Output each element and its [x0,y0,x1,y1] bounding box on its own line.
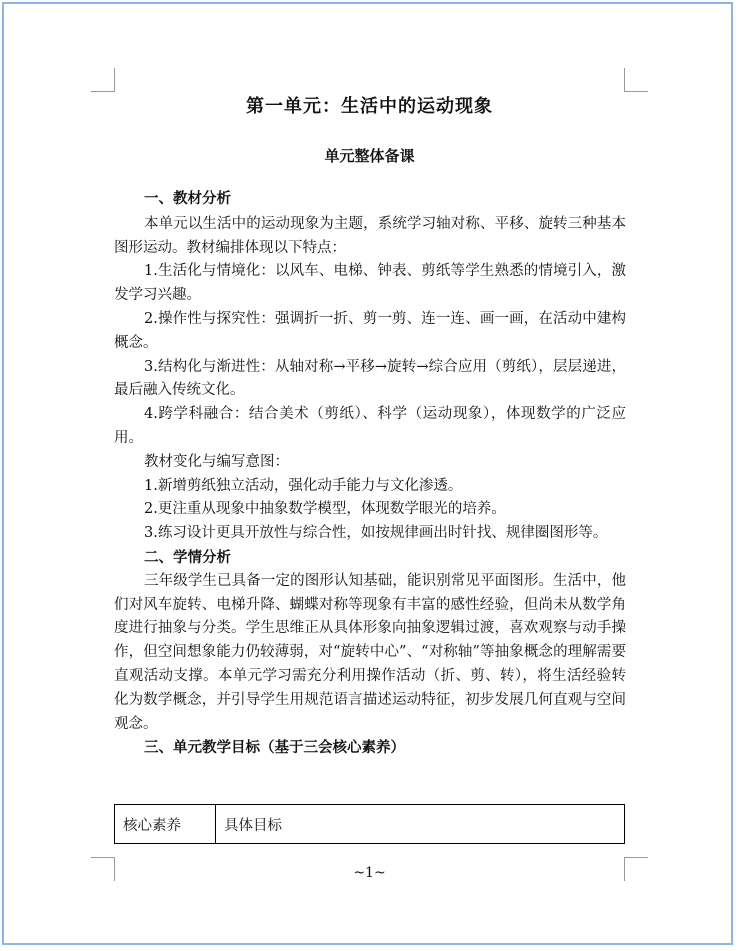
paragraph: 3.结构化与渐进性：从轴对称→平移→旋转→综合应用（剪纸），层层递进，最后融入传统文化。 [114,358,626,399]
paragraph: 3.练习设计更具开放性与综合性，如按规律画出时针找、规律圈图形等。 [144,525,608,542]
section-heading-goals: 三、单元教学目标（基于三会核心素养） [144,739,405,757]
paragraph: 1.新增剪纸独立活动，强化动手能力与文化渗透。 [144,477,463,494]
document-title: 第一单元：生活中的运动现象 [246,96,493,117]
document-body [114,187,626,760]
section-heading-materials: 一、教材分析 [144,190,231,207]
page-number: ~1~ [353,865,386,881]
paragraph: 4.跨学科融合：结合美术（剪纸）、科学（运动现象），体现数学的广泛应用。 [114,406,626,446]
table-row [115,805,625,844]
document-subtitle: 单元整体备课 [324,147,415,165]
table-header-cell: 具体目标 [216,805,625,844]
goals-table [114,804,625,844]
paragraph: 三年级学生已具备一定的图形认知基础，能识别常见平面图形。生活中，他们对风车旋转、电梯升降、蝴蝶对称等现象有丰富的感性经验，但尚未从数学角度进行抽象与分类。学生思维正从具体形象向抽象逻辑过渡，喜欢观察与动手操作，但空间想象能力仍较薄弱，对“旋转中心”、“对称轴”等抽象概念的理解需要直观活动支撑。本单元学习需充分利用操作活动（折、剪、转），将生活经验转化为数学概念，并引导学生用规范语言描述运动特征，初步发展几何直观与空间观念。 [114,572,626,732]
paragraph: 1.生活化与情境化：以风车、电梯、钟表、剪纸等学生熟悉的情境引入，激发学习兴趣。 [114,263,626,304]
table-header-cell: 核心素养 [115,805,216,844]
paragraph: 教材变化与编写意图： [144,453,289,470]
crop-mark-top-right [624,68,648,92]
crop-mark-top-left [91,68,115,92]
section-heading-students: 二、学情分析 [144,548,231,566]
paragraph: 2.操作性与探究性：强调折一折、剪一剪、连一连、画一画，在活动中建构概念。 [114,310,626,351]
paragraph: 本单元以生活中的运动现象为主题，系统学习轴对称、平移、旋转三种基本图形运动。教材编排体现以下特点： [114,215,626,256]
paragraph: 2.更注重从现象中抽象数学模型，体现数学眼光的培养。 [144,501,506,518]
